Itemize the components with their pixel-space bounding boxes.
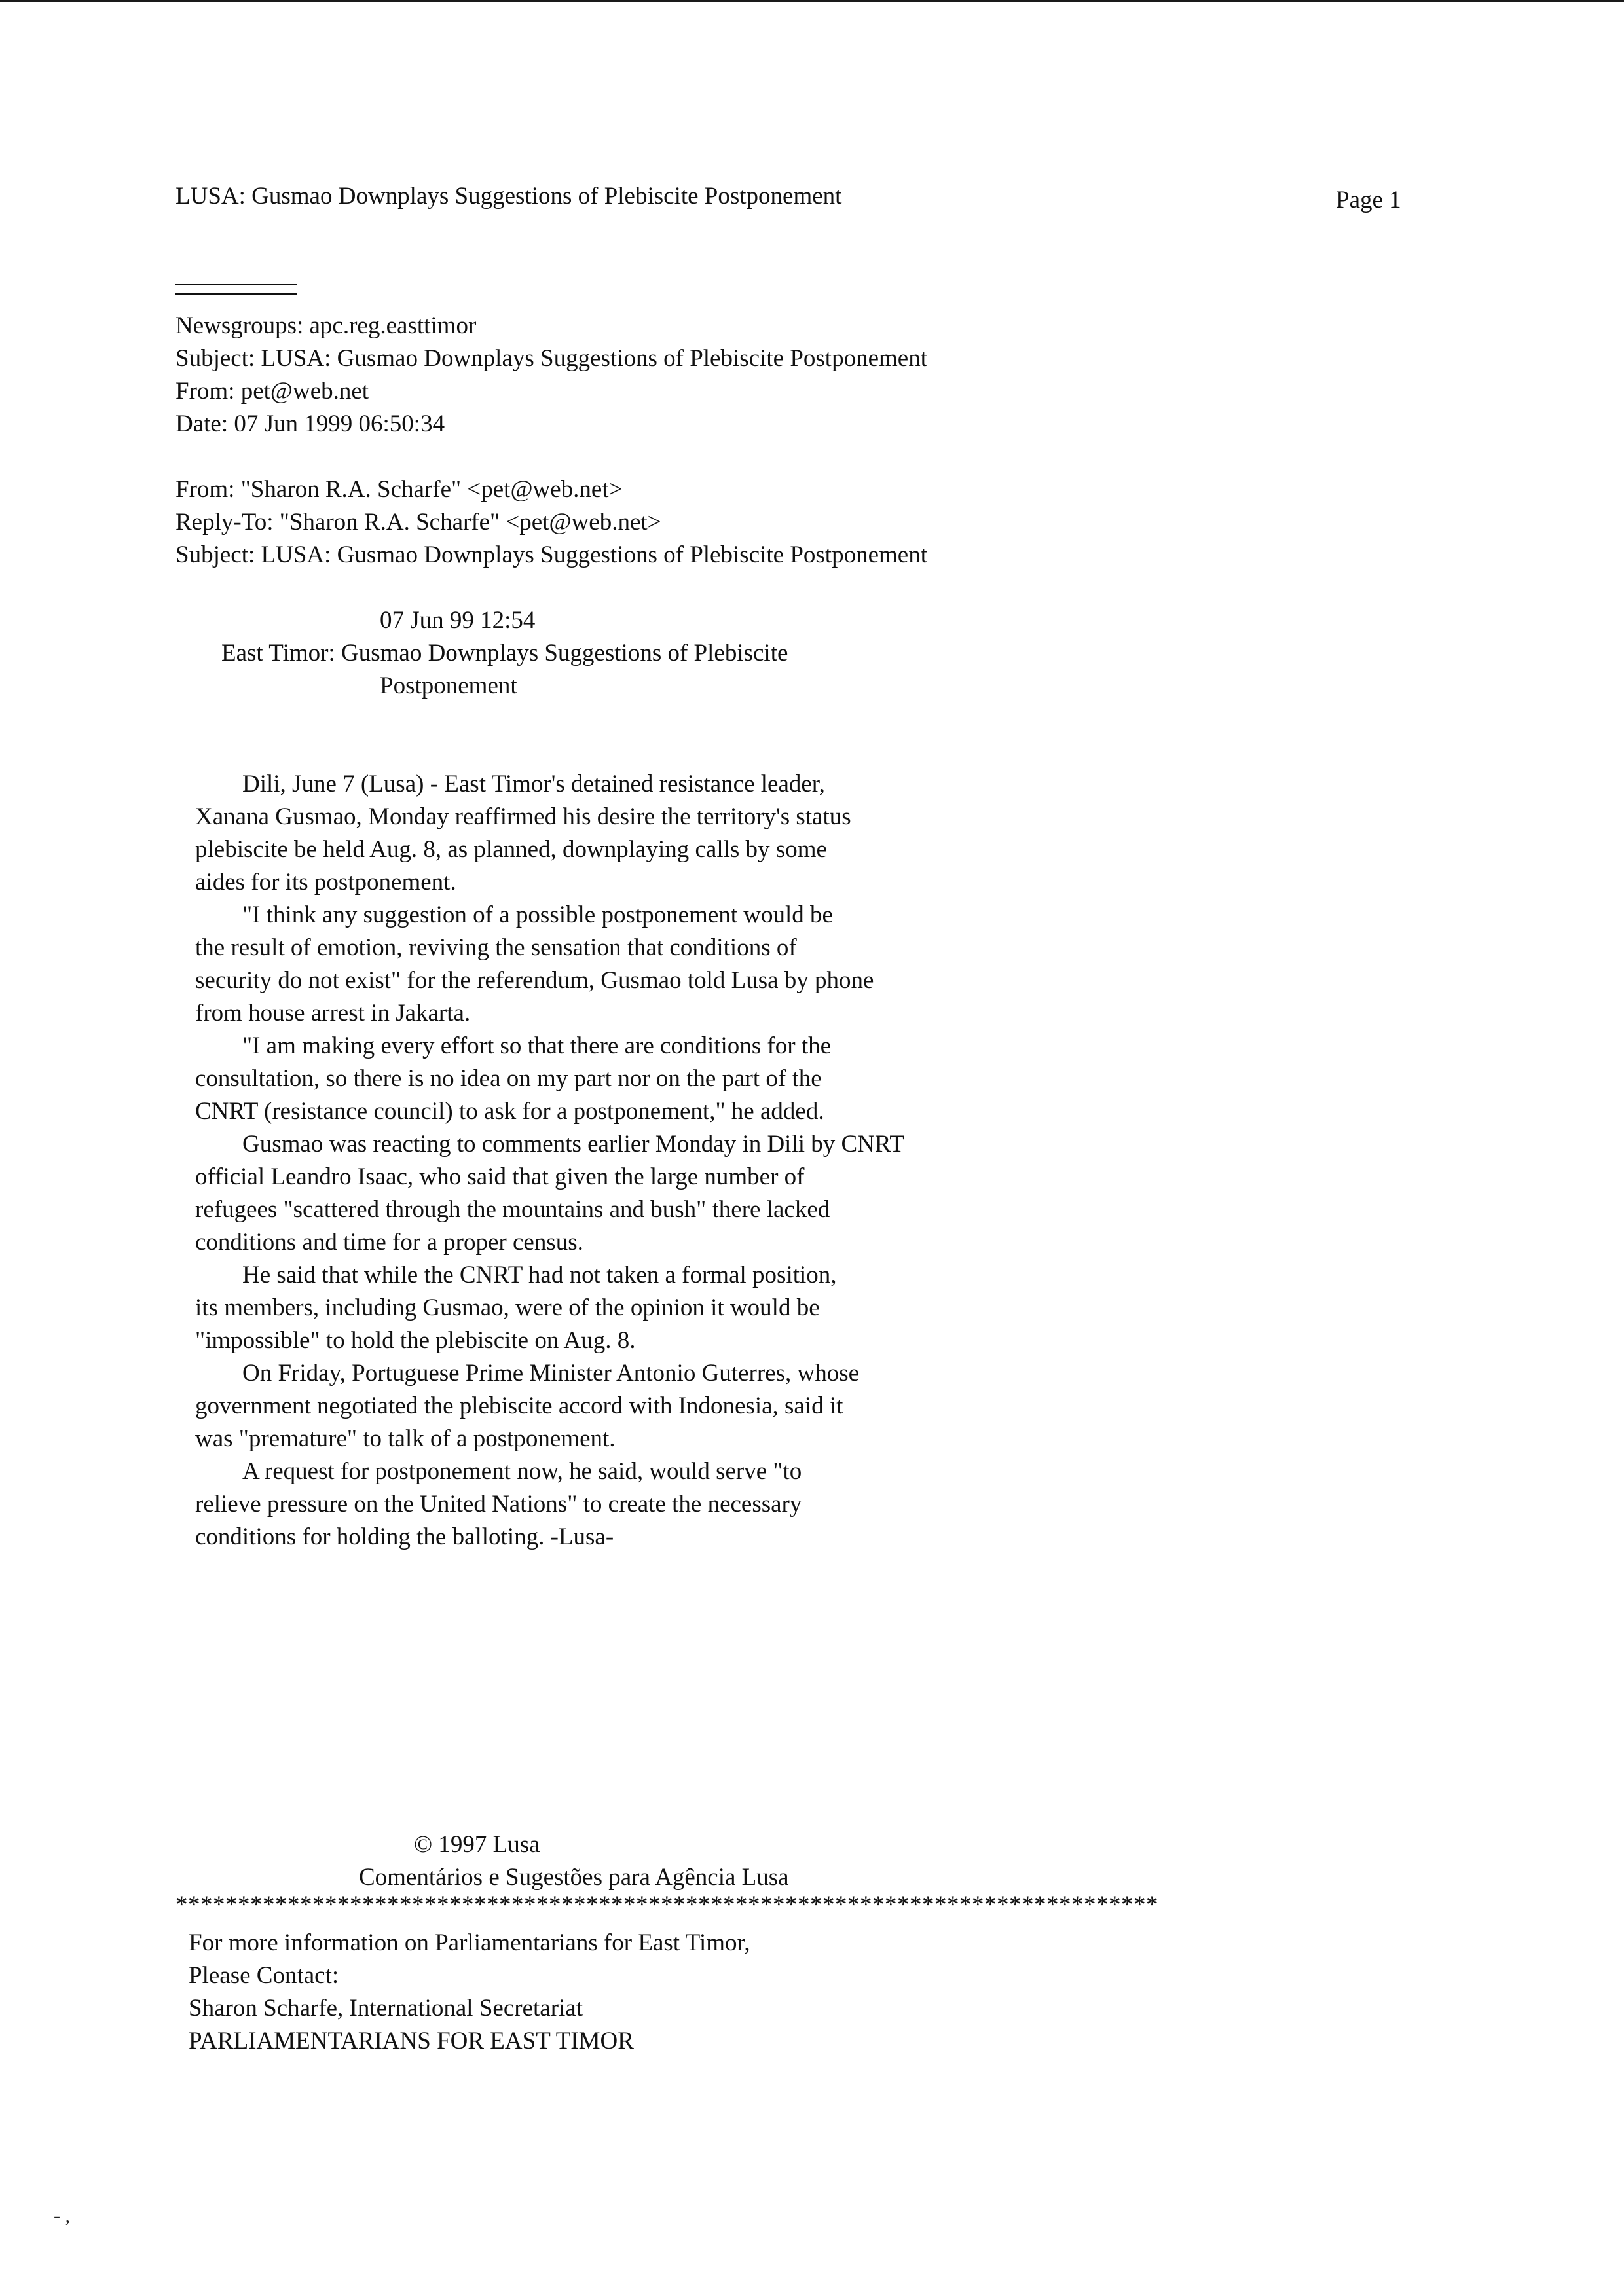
- page-header-title: LUSA: Gusmao Downplays Suggestions of Plebiscite Postponement: [175, 183, 842, 210]
- footer-contact-label: Please Contact:: [189, 1962, 339, 1989]
- body-line: the result of emotion, reviving the sensation that conditions of: [195, 934, 797, 961]
- body-line: government negotiated the plebiscite accord with Indonesia, said it: [195, 1393, 843, 1419]
- article-dateline: 07 Jun 99 12:54: [380, 607, 536, 634]
- body-line: "impossible" to hold the plebiscite on Aug. 8.: [195, 1327, 636, 1354]
- body-line: relieve pressure on the United Nations" to create the necessary: [195, 1491, 802, 1518]
- body-line: security do not exist" for the referendum, Gusmao told Lusa by phone: [195, 967, 874, 994]
- reply-to-line: Reply-To: "Sharon R.A. Scharfe" <pet@web.net>: [175, 509, 661, 536]
- body-line: aides for its postponement.: [195, 869, 456, 896]
- body-line: from house arrest in Jakarta.: [195, 1000, 471, 1027]
- body-line: refugees "scattered through the mountains and bush" there lacked: [195, 1196, 830, 1223]
- body-line: conditions for holding the balloting. -Lusa-: [195, 1523, 614, 1550]
- body-line: its members, including Gusmao, were of the opinion it would be: [195, 1294, 820, 1321]
- separator-rule: [175, 284, 297, 295]
- footer-contact-name: Sharon Scharfe, International Secretariat: [189, 1995, 583, 2022]
- footer-organization: PARLIAMENTARIANS FOR EAST TIMOR: [189, 2028, 634, 2054]
- asterisk-divider: *******************************************************************************: [175, 1891, 1158, 1918]
- from-line: From: pet@web.net: [175, 378, 369, 405]
- body-line: A request for postponement now, he said, would serve "to: [242, 1458, 802, 1485]
- footer-info-line: For more information on Parliamentarians for East Timor,: [189, 1929, 750, 1956]
- body-line: conditions and time for a proper census.: [195, 1229, 583, 1256]
- body-line: CNRT (resistance council) to ask for a postponement," he added.: [195, 1098, 824, 1125]
- body-line: "I think any suggestion of a possible postponement would be: [242, 902, 833, 928]
- subject-header-line: Subject: LUSA: Gusmao Downplays Suggestions of Plebiscite Postponement: [175, 541, 927, 568]
- body-line: Xanana Gusmao, Monday reaffirmed his desire the territory's status: [195, 803, 851, 830]
- page-number: Page 1: [1336, 187, 1401, 213]
- copyright-line: © 1997 Lusa: [414, 1831, 540, 1858]
- newsgroups-line: Newsgroups: apc.reg.easttimor: [175, 312, 477, 339]
- body-line: On Friday, Portuguese Prime Minister Antonio Guterres, whose: [242, 1360, 860, 1387]
- top-border-rule: [0, 0, 1624, 2]
- body-line: Gusmao was reacting to comments earlier Monday in Dili by CNRT: [242, 1131, 904, 1157]
- date-line: Date: 07 Jun 1999 06:50:34: [175, 410, 445, 437]
- comments-line: Comentários e Sugestões para Agência Lusa: [359, 1864, 789, 1891]
- body-line: official Leandro Isaac, who said that given the large number of: [195, 1163, 805, 1190]
- body-line: was "premature" to talk of a postponement.: [195, 1425, 616, 1452]
- from-header-line: From: "Sharon R.A. Scharfe" <pet@web.net>: [175, 476, 623, 503]
- scan-specks: - ,: [54, 2205, 70, 2227]
- body-line: Dili, June 7 (Lusa) - East Timor's detained resistance leader,: [242, 771, 825, 797]
- article-headline-continued: Postponement: [380, 672, 517, 699]
- subject-line: Subject: LUSA: Gusmao Downplays Suggestions of Plebiscite Postponement: [175, 345, 927, 372]
- body-line: consultation, so there is no idea on my part nor on the part of the: [195, 1065, 822, 1092]
- body-line: He said that while the CNRT had not taken a formal position,: [242, 1262, 837, 1288]
- article-headline: East Timor: Gusmao Downplays Suggestions of Plebiscite: [221, 640, 788, 666]
- body-line: "I am making every effort so that there are conditions for the: [242, 1032, 832, 1059]
- body-line: plebiscite be held Aug. 8, as planned, downplaying calls by some: [195, 836, 827, 863]
